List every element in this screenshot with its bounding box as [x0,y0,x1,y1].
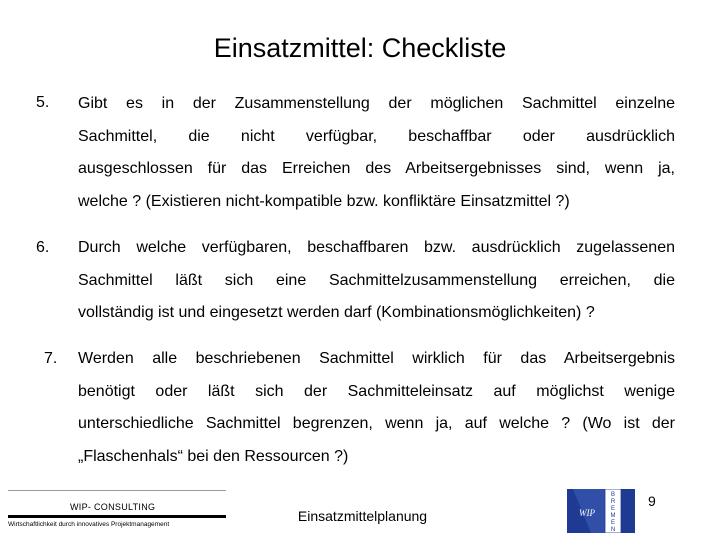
footer-section-title: Einsatzmittelplanung [297,508,428,524]
item-line: Werden alle beschriebenen Sachmittel wirklich für das Arbeitsergebnis [78,350,675,367]
logo-letter: B [610,492,616,498]
item-number: 6. [36,239,50,256]
item-text [78,343,675,473]
company-tagline: Wirtschaftlichkeit durch innovatives Projektmanagement [8,521,170,528]
item-line: Sachmittel läßt sich eine Sachmittelzusammenstellung erreichen, die [78,271,675,289]
item-line: benötigt oder läßt sich der Sachmitteleinsatz auf möglichst wenige [78,382,675,400]
checklist-item [36,88,676,218]
logo-letter: E [610,506,616,512]
logo-letter: R [610,499,616,505]
item-text [78,232,675,330]
item-line: Durch welche verfügbaren, beschaffbaren bzw. ausdrücklich zugelassenen [78,239,675,256]
item-line: vollständig ist und eingesetzt werden darf (Kombinationsmöglichkeiten) ? [78,304,595,321]
company-name: WIP- CONSULTING [70,502,156,512]
footer-bar [8,515,226,518]
checklist-item [36,232,676,330]
item-line: „Flaschenhals“ bei den Ressourcen ?) [78,447,349,465]
checklist-item [44,343,684,473]
item-number: 7. [44,350,58,367]
item-text [78,88,675,218]
logo-letter: M [610,513,616,519]
logo-wip-text: WIP [579,508,595,518]
item-line: welche ? (Existieren nicht-kompatible bzw. konfliktäre Einsatzmittel ?) [78,192,570,210]
item-line: Gibt es in der Zusammenstellung der möglichen Sachmittel einzelne [78,95,675,112]
item-line: ausgeschlossen für das Erreichen des Arbeitsergebnisses sind, wenn ja, [78,160,675,177]
item-line: Sachmittel, die nicht verfügbar, beschaffbar oder ausdrücklich [78,127,675,145]
page-title: Einsatzmittel: Checkliste [213,33,507,63]
page-number: 9 [648,493,656,509]
wip-bremen-logo [565,489,639,533]
footer-company-block [0,490,230,535]
item-number: 5. [36,94,50,111]
logo-letter: E [610,520,616,526]
logo-letter: N [610,527,616,533]
item-line: unterschiedliche Sachmittel begrenzen, wenn ja, auf welche ? (Wo ist der [78,415,675,432]
